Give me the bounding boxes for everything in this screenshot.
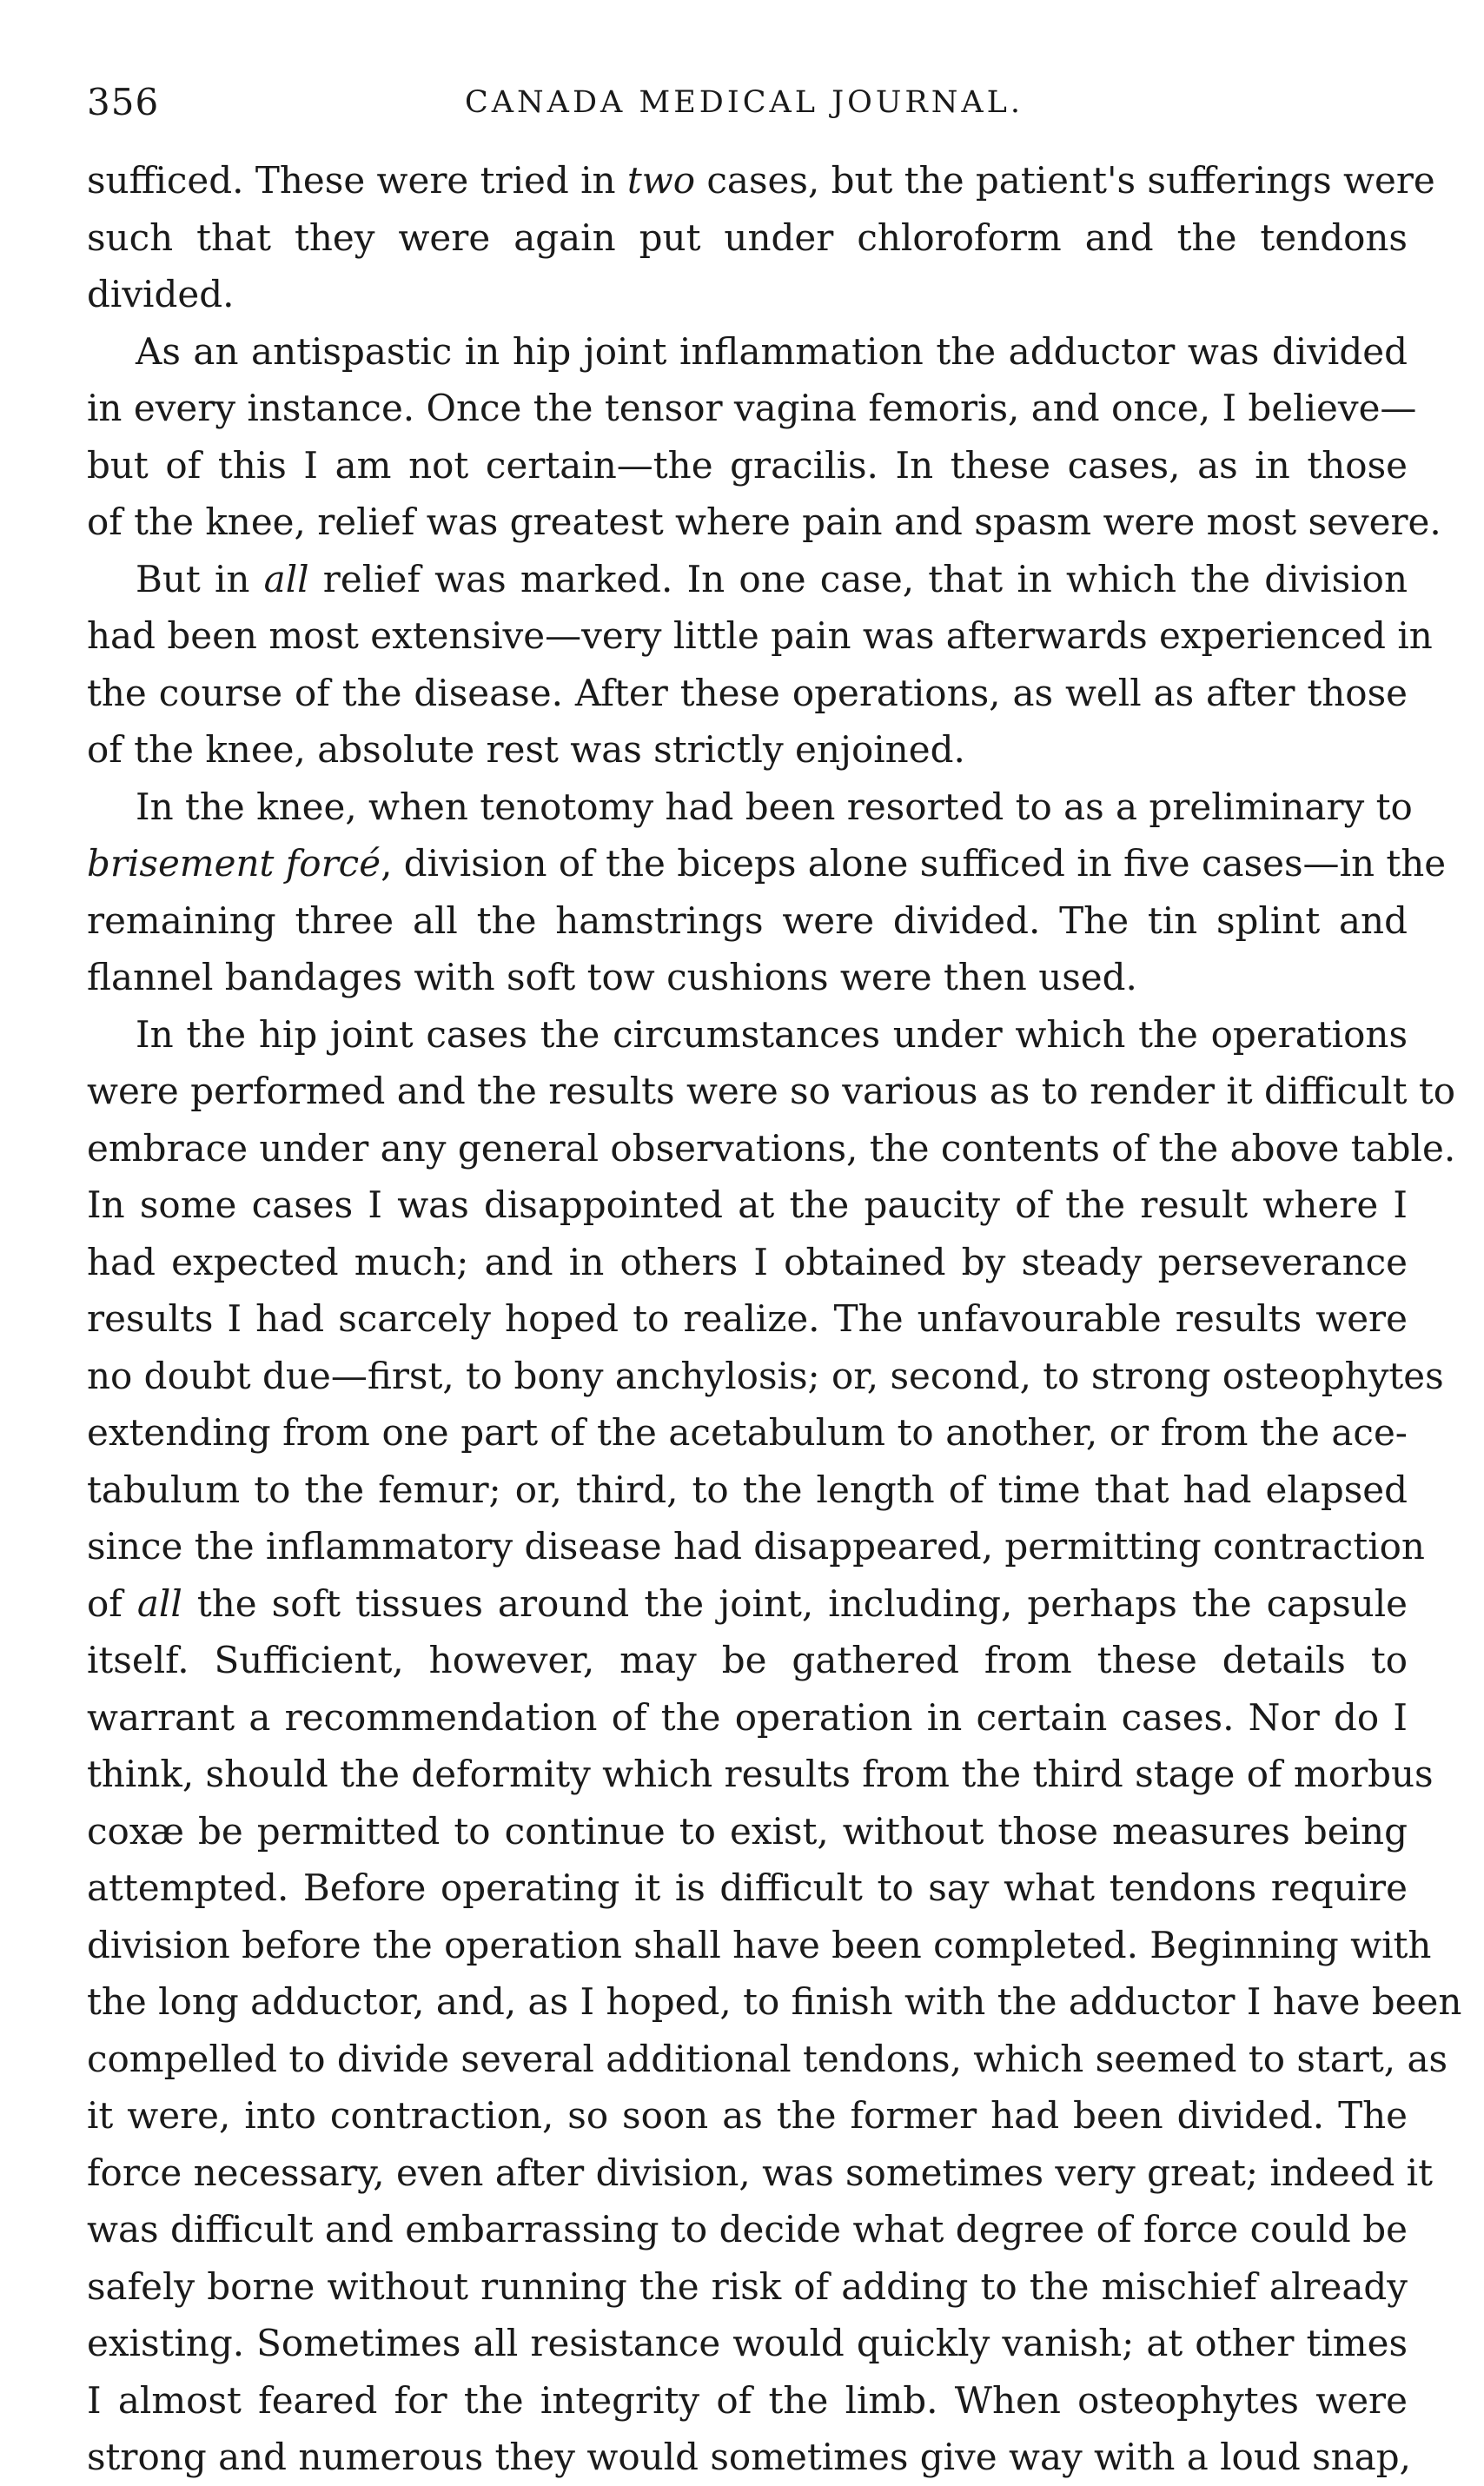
text-line: itself. Sufficient, however, may be gathered from these details to	[87, 1639, 1408, 1681]
text-line: In the knee, when tenotomy had been resorted to as a preliminary to	[136, 785, 1413, 828]
paragraph	[87, 152, 1435, 323]
text-line: divided.	[87, 273, 235, 315]
text-line: the course of the disease. After these operations, as well as after those	[87, 671, 1408, 714]
journal-title: CANADA MEDICAL JOURNAL.	[465, 85, 1024, 120]
paragraph	[87, 1006, 1462, 2486]
text-line: such that they were again put under chloroform and the tendons	[87, 215, 1408, 259]
paragraph	[87, 779, 1447, 1006]
text-line: safely borne without running the risk of adding to the mischief already	[87, 2264, 1408, 2308]
running-head	[87, 76, 1425, 129]
text-line: of the knee, absolute rest was strictly enjoined.	[87, 728, 965, 771]
text-line: embrace under any general observations, the contents of the above table.	[87, 1126, 1456, 1170]
text-line: were performed and the results were so various as to render it difficult to	[87, 1070, 1455, 1112]
text-line: of all the soft tissues around the joint, including, perhaps the capsule	[87, 1581, 1408, 1625]
text-line: had expected much; and in others I obtained by steady perseverance	[87, 1240, 1408, 1283]
text-line: of the knee, relief was greatest where pain and spasm were most severe.	[87, 501, 1441, 543]
text-line: coxæ be permitted to continue to exist, without those measures being	[87, 1809, 1408, 1853]
text-line: but of this I am not certain—the gracilis. In these cases, as in those	[87, 443, 1408, 487]
text-line: As an antispastic in hip joint inflammation the adductor was divided	[136, 329, 1408, 373]
text-line: In the hip joint cases the circumstances under which the operations	[136, 1012, 1408, 1056]
text-line: it were, into contraction, so soon as the former had been divided. The	[87, 2094, 1408, 2137]
text-line: attempted. Before operating it is difficult to say what tendons require	[87, 1866, 1408, 1909]
text-line: division before the operation shall have been completed. Beginning with	[87, 1923, 1432, 1966]
text-line: no doubt due—first, to bony anchylosis; or, second, to strong osteophytes	[87, 1354, 1444, 1397]
text-line: But in all relief was marked. In one case, that in which the division	[136, 557, 1408, 600]
text-line: brisement forcé, division of the biceps alone sufficed in five cases—in the	[87, 842, 1447, 885]
text-line: force necessary, even after division, was sometimes very great; indeed it	[87, 2151, 1433, 2194]
text-line: extending from one part of the acetabulum to another, or from the ace-	[87, 1411, 1408, 1454]
page-number: 356	[87, 81, 160, 123]
text-line: strong and numerous they would sometimes give way with a loud snap,	[87, 2436, 1411, 2478]
text-line: think, should the deformity which results from the third stage of morbus	[87, 1753, 1434, 1795]
text-line: in every instance. Once the tensor vagina femoris, and once, I believe—	[87, 387, 1417, 429]
text-line: results I had scarcely hoped to realize. The unfavourable results were	[87, 1297, 1408, 1340]
text-line: In some cases I was disappointed at the paucity of the result where I	[87, 1183, 1408, 1226]
text-line: warrant a recommendation of the operation in certain cases. Nor do I	[87, 1695, 1408, 1739]
text-line: compelled to divide several additional tendons, which seemed to start, as	[87, 2037, 1448, 2080]
italic-text: two	[626, 159, 696, 202]
body-text	[87, 152, 1462, 2486]
paragraph	[87, 551, 1433, 779]
text-line: flannel bandages with soft tow cushions were then used.	[87, 956, 1137, 998]
text-line: the long adductor, and, as I hoped, to finish with the adductor I have been	[87, 1980, 1462, 2023]
text-line: remaining three all the hamstrings were divided. The tin splint and	[87, 898, 1408, 942]
paragraph	[87, 323, 1441, 551]
text-line: had been most extensive—very little pain was afterwards experienced in	[87, 614, 1433, 657]
text-line: sufficed. These were tried in two cases, but the patient's sufferings were	[87, 159, 1435, 202]
text-line: since the inflammatory disease had disappeared, permitting contraction	[87, 1525, 1425, 1568]
text-line: existing. Sometimes all resistance would quickly vanish; at other times	[87, 2322, 1408, 2364]
italic-text: brisement forcé	[87, 842, 381, 885]
text-line: I almost feared for the integrity of the limb. When osteophytes were	[87, 2378, 1408, 2422]
italic-text: all	[136, 1581, 182, 1625]
text-line: was difficult and embarrassing to decide what degree of force could be	[87, 2208, 1408, 2251]
italic-text: all	[263, 557, 309, 600]
text-line: tabulum to the femur; or, third, to the length of time that had elapsed	[87, 1468, 1408, 1511]
